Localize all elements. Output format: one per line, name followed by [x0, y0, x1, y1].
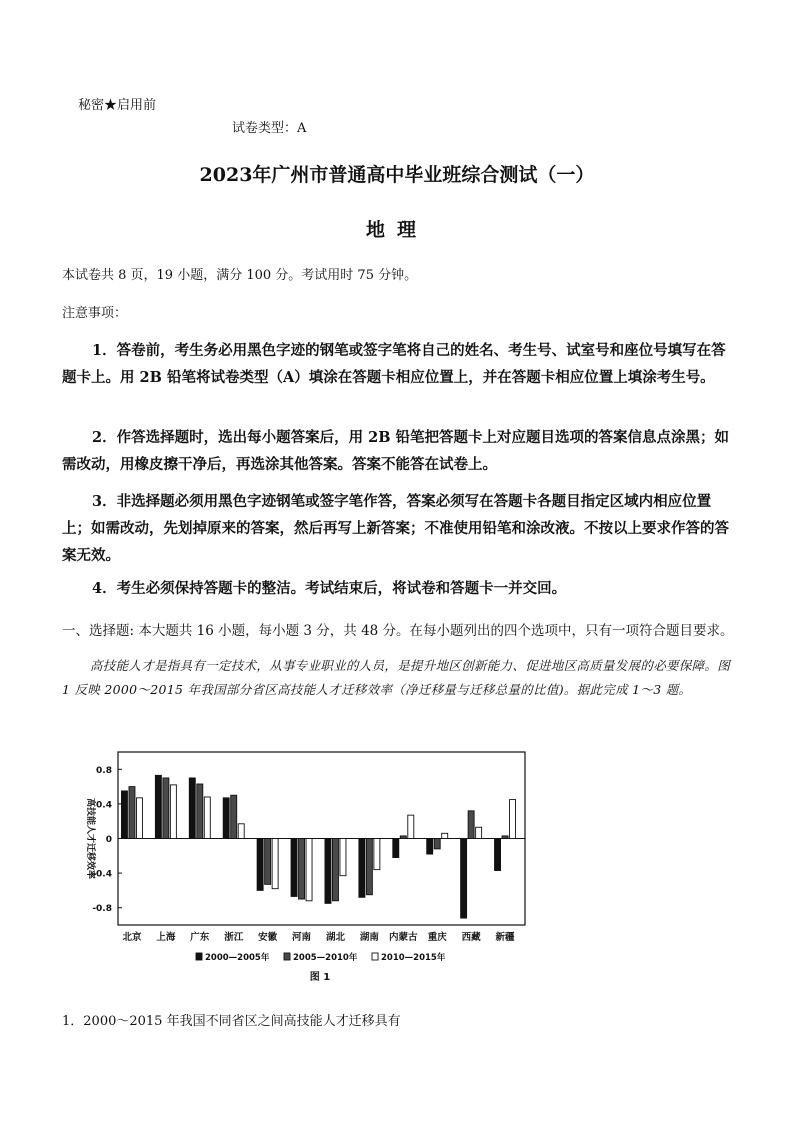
bar-1 [461, 839, 467, 919]
x-tick-label: 上海 [156, 932, 176, 943]
bar-1 [189, 778, 195, 839]
x-tick-label: 湖北 [325, 932, 345, 943]
subject-title: 地理 [365, 219, 428, 241]
bar-3 [306, 839, 312, 901]
x-tick-label: 重庆 [427, 932, 447, 943]
bar-3 [204, 797, 210, 839]
bar-1 [257, 839, 263, 891]
chart-svg [80, 742, 540, 990]
x-tick-label: 新疆 [495, 932, 515, 943]
paper-type-label: 试卷类型：A [232, 121, 307, 136]
y-tick-label: -0.8 [92, 904, 112, 915]
figure-caption: 图 1 [309, 972, 331, 983]
y-axis-label: 高技能人才迁移效率 [85, 797, 95, 880]
y-tick-label: 0.4 [96, 800, 112, 811]
y-tick-label: -0.4 [92, 869, 112, 880]
bar-1 [223, 798, 229, 839]
bar-2 [197, 784, 203, 838]
legend-label: 2000—2005年 [205, 953, 270, 963]
note-2: 2．作答选择题时，选出每小题答案后，用 2B 铅笔把答题卡上对应题目选项的答案信息点涂黑；如需改动，用橡皮擦干净后，再选涂其他答案。答案不能答在试卷上。 [62, 429, 730, 473]
legend-swatch [284, 953, 290, 960]
bar-2 [434, 839, 440, 849]
exam-title: 2023年广州市普通高中毕业班综合测试（一） [199, 164, 595, 186]
exam-info: 本试卷共 8 页，19 小题，满分 100 分。考试用时 75 分钟。 [62, 268, 418, 283]
x-tick-label: 河南 [292, 932, 312, 943]
bar-3 [442, 833, 448, 838]
legend-label: 2010—2015年 [381, 953, 446, 963]
bar-2 [366, 839, 372, 895]
bar-1 [427, 839, 433, 855]
x-tick-label: 浙江 [224, 932, 244, 943]
x-tick-label: 内蒙古 [389, 932, 418, 943]
bar-2 [502, 836, 508, 839]
note-4: 4．考生必须保持答题卡的整洁。考试结束后，将试卷和答题卡一并交回。 [92, 580, 567, 597]
confidential-label: 秘密★启用前 [78, 98, 157, 113]
bar-1 [393, 839, 399, 858]
bar-1 [495, 839, 501, 871]
x-tick-label: 北京 [122, 932, 142, 943]
bar-3 [510, 800, 516, 839]
bar-1 [359, 839, 365, 898]
note-1: 1．答卷前，考生务必用黑色字迹的钢笔或签字笔将自己的姓名、考生号、试室号和座位号填写在答题卡上。用 2B 铅笔将试卷类型（A）填涂在答题卡相应位置上，并在答题卡相应位置上填涂考生号。 [62, 342, 726, 386]
x-tick-label: 西藏 [461, 932, 481, 943]
question-material: 高技能人才是指具有一定技术，从事专业职业的人员，是提升地区创新能力、促进地区高质量发展的必要保障。图 1 反映 2000～2015 年我国部分省区高技能人才迁移效率（净迁移量与迁移总量的比值)。据此完成 1～3 题。 [62, 658, 731, 697]
y-tick-label: 0 [105, 835, 112, 845]
bar-1 [121, 791, 127, 839]
question-1-stem: 1．2000～2015 年我国不同省区之间高技能人才迁移具有 [62, 1014, 401, 1029]
bar-3 [476, 827, 482, 838]
x-tick-label: 安徽 [258, 932, 278, 943]
bar-3 [136, 798, 142, 839]
bar-2 [231, 795, 237, 838]
bar-3 [238, 824, 244, 839]
note-3: 3．非选择题必须用黑色字迹钢笔或签字笔作答，答案必须写在答题卡各题目指定区域内相应位置上；如需改动，先划掉原来的答案，然后再写上新答案；不准使用铅笔和涂改液。不按以上要求作答的答案无效。 [62, 493, 729, 564]
bar-1 [155, 775, 161, 838]
bar-2 [265, 839, 271, 885]
legend-swatch [196, 953, 202, 960]
x-tick-label: 湖南 [359, 932, 379, 943]
bar-2 [163, 778, 169, 839]
bar-1 [291, 839, 297, 897]
bar-3 [408, 815, 414, 838]
bar-1 [325, 839, 331, 904]
notes-heading: 注意事项： [62, 306, 128, 321]
section-one-heading: 一、选择题: 本大题共 16 小题，每小题 3 分，共 48 分。在每小题列出的四个选项中，只有一项符合题目要求。 [62, 623, 734, 639]
bar-2 [299, 839, 305, 900]
bar-3 [272, 839, 278, 889]
legend-swatch [372, 953, 378, 960]
bar-2 [129, 787, 135, 839]
migration-efficiency-chart [80, 742, 540, 990]
bar-3 [170, 785, 176, 839]
bar-3 [340, 839, 346, 876]
bar-2 [468, 811, 474, 839]
bar-2 [400, 836, 406, 839]
legend-label: 2005—2010年 [293, 953, 358, 963]
bar-3 [374, 839, 380, 870]
x-tick-label: 广东 [190, 932, 210, 943]
bar-2 [332, 839, 338, 901]
y-tick-label: 0.8 [96, 765, 112, 776]
